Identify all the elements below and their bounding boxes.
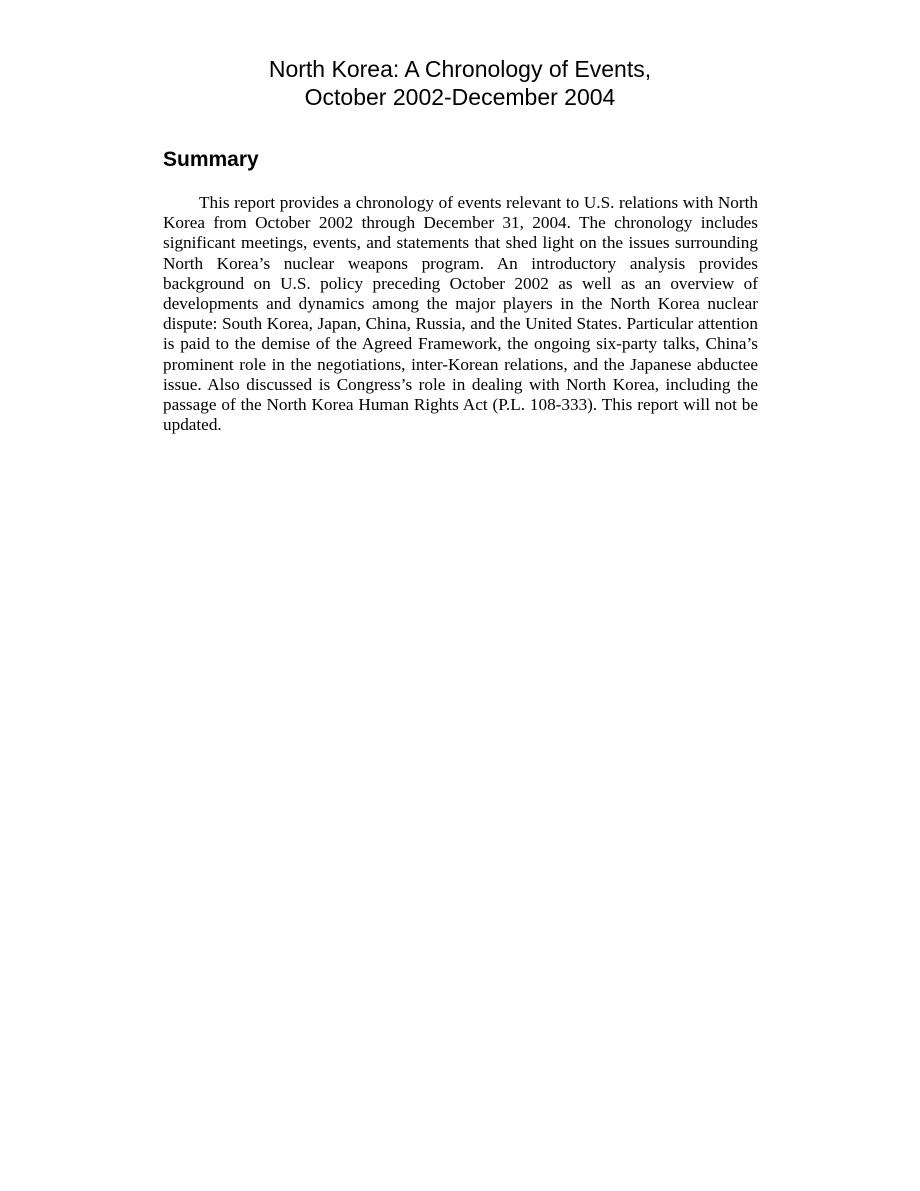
document-title xyxy=(0,55,920,111)
title-line-2: October 2002-December 2004 xyxy=(304,84,616,110)
title-line-1: North Korea: A Chronology of Events, xyxy=(268,56,652,82)
summary-paragraph: This report provides a chronology of events relevant to U.S. relations with North Korea from October 2002 through December 31, 2004. The chronology includes significant meetings, events, and statements that shed light on the issues surrounding North Korea’s nuclear weapons program. An introductory analysis provides background on U.S. policy preceding October 2002 as well as an overview of developments and dynamics among the major players in the North Korea nuclear dispute: South Korea, Japan, China, Russia, and the United States. Particular attention is paid to the demise of the Agreed Framework, the ongoing six-party talks, China’s prominent role in the negotiations, inter-Korean relations, and the Japanese abductee issue. Also discussed is Congress’s role in dealing with North Korea, including the passage of the North Korea Human Rights Act (P.L. 108-333). This report will not be updated. xyxy=(163,193,758,435)
summary-heading: Summary xyxy=(163,148,259,171)
